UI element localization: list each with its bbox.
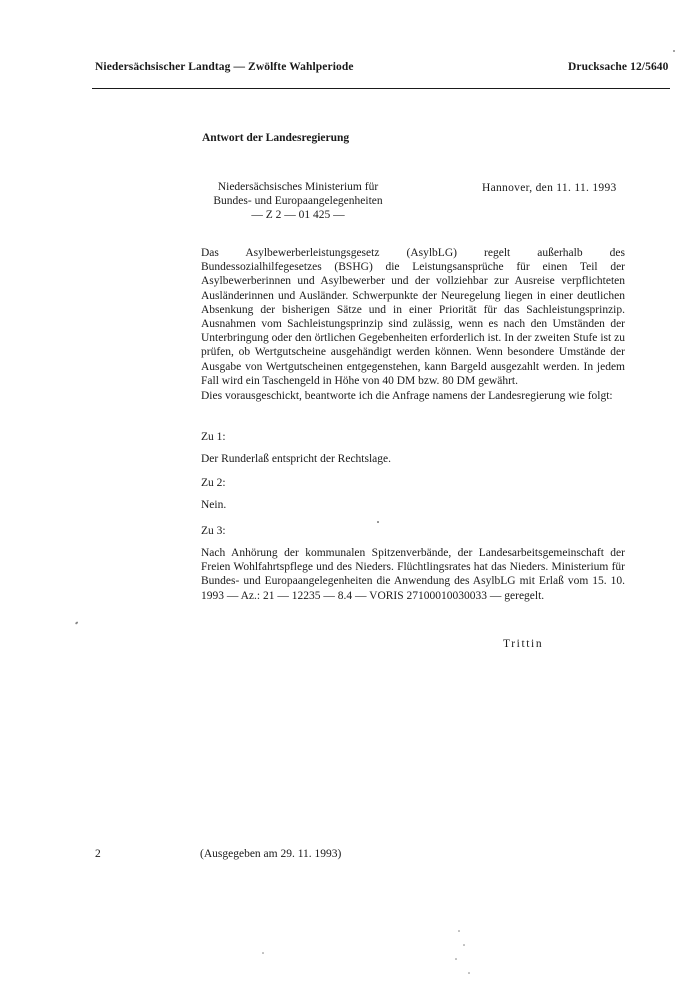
- scan-speck: [468, 972, 470, 974]
- intro-paragraph: Das Asylbewerberleistungsgesetz (AsylbLG) regelt außerhalb des Bundessozialhilfegesetzes (BSHG) die Leistungsansprüche für einen Teil der Asylbewerberinnen und Asylbewerber und der vollziehbar zur Ausreise verpflichteten Ausländerinnen und Ausländer. Schwerpunkte der Neuregelung liegen in einer deutlichen Absenkung der bisherigen Sätze und in einer Priorität für das Sachleistungsprinzip. Ausnahmen vom Sachleistungsprinzip sind zulässig, wenn es nach den Umständen der Unterbringung oder den örtlichen Gegebenheiten erforderlich ist. In der zweiten Stufe ist zu prüfen, ob Wertgutscheine ausgehändigt werden können. Wenn besondere Umstände der Ausgabe von Wertgutscheinen entgegenstehen, kann Bargeld ausgezahlt werden. In jedem Fall wird ein Taschengeld in Höhe von 40 DM bzw. 80 DM gewährt.: [201, 247, 625, 387]
- issue-date: (Ausgegeben am 29. 11. 1993): [200, 848, 342, 860]
- scan-speck: [673, 50, 675, 52]
- answer-1-text: Der Runderlaß entspricht der Rechtslage.: [201, 453, 392, 465]
- answer-3-text: Nach Anhörung der kommunalen Spitzenverbände, der Landesarbeitsgemeinschaft der Freien Wohlfahrtspflege und des Nieders. Flüchtlingsrates hat das Nieders. Ministerium für Bundes- und Europaangelegenheiten die Anwendung des AsylbLG mit Erlaß vom 15. 10. 1993 — Az.: 21 — 12235 — 8.4 — VORIS 27100010030033 — geregelt.: [201, 547, 625, 602]
- answer-2-label: Zu 2:: [201, 477, 226, 489]
- scan-speck: [262, 952, 264, 954]
- header-parliament: Niedersächsischer Landtag — Zwölfte Wahlperiode: [95, 61, 354, 73]
- page-number: 2: [95, 848, 101, 860]
- answer-1-label: Zu 1:: [201, 431, 226, 443]
- header-document-number: Drucksache 12/5640: [568, 61, 669, 73]
- scan-speck: [458, 930, 460, 932]
- header-rule: [92, 88, 670, 89]
- answer-3-label: Zu 3:: [201, 525, 226, 537]
- document-title: Antwort der Landesregierung: [202, 132, 350, 144]
- scan-speck: [455, 958, 457, 960]
- ministry-reference: — Z 2 — 01 425 —: [251, 209, 345, 221]
- scan-speck: [463, 944, 465, 946]
- place-date: Hannover, den 11. 11. 1993: [482, 182, 617, 194]
- preface-paragraph: Dies vorausgeschickt, beantworte ich die Anfrage namens der Landesregierung wie folgt:: [201, 390, 613, 402]
- scan-speck: [75, 621, 78, 624]
- signature: Trittin: [503, 638, 544, 650]
- answer-2-text: Nein.: [201, 499, 227, 511]
- scan-speck: [377, 521, 379, 523]
- ministry-line-2: Bundes- und Europaangelegenheiten: [213, 195, 383, 207]
- ministry-line-1: Niedersächsisches Ministerium für: [217, 181, 379, 193]
- ministry-block: [200, 180, 396, 222]
